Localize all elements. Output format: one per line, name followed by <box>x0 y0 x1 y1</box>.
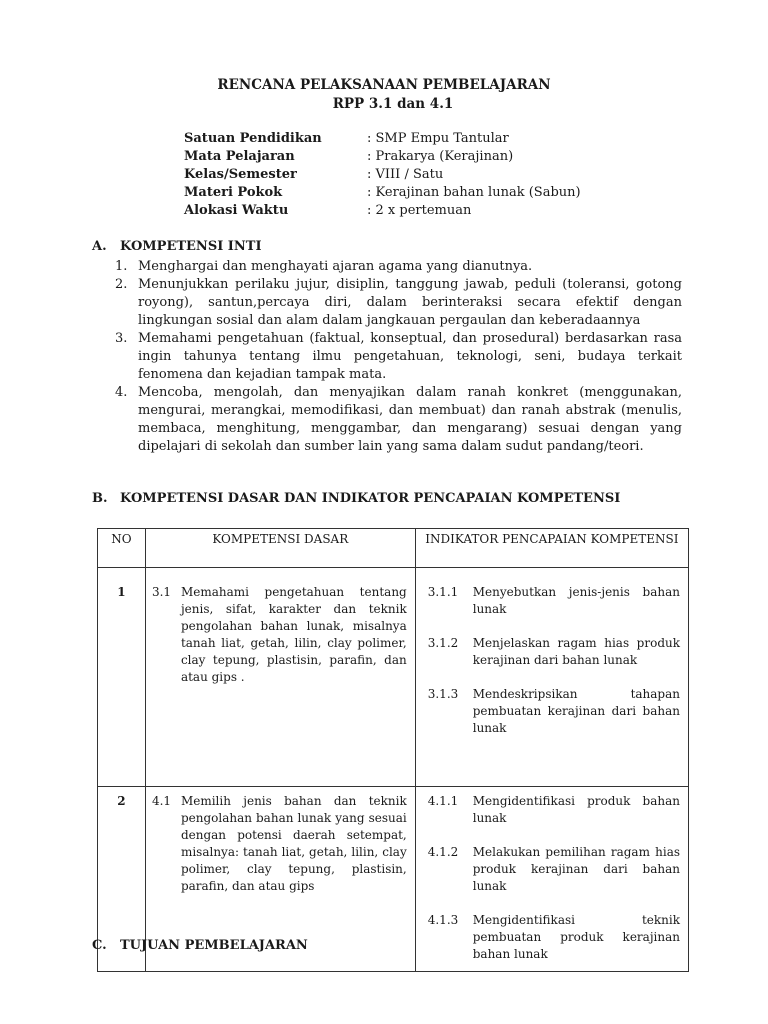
list-item <box>115 276 682 330</box>
list-number: 4. <box>115 385 128 400</box>
indicator-text: Menyebutkan jenis-jenis bahan lunak <box>472 585 680 616</box>
identity-label: Kelas/Semester <box>184 167 297 182</box>
section-letter: A. <box>92 239 107 254</box>
identity-value: : SMP Empu Tantular <box>367 131 509 146</box>
identity-value: : VIII / Satu <box>367 167 444 182</box>
identity-block <box>184 130 581 220</box>
kd-item <box>152 793 407 895</box>
section-b-heading <box>92 491 620 506</box>
section-a-heading <box>92 239 262 254</box>
kd-item <box>152 584 407 686</box>
indicator-text: Menjelaskan ragam hias produk kerajinan dari bahan lunak <box>472 636 680 667</box>
indicator-number: 4.1.2 <box>427 845 459 859</box>
table-row <box>98 568 689 787</box>
indicator-item <box>428 844 680 895</box>
list-text: Menunjukkan perilaku jujur, disiplin, tanggung jawab, peduli (toleransi, gotong royong), santun,percaya diri, dalam berinteraksi secara efektif dengan lingkungan sosial dan alam dalam jangkauan pergaulan dan keberadaannya <box>138 277 682 328</box>
list-item <box>115 384 682 456</box>
list-text: Mencoba, mengolah, dan menyajikan dalam ranah konkret (menggunakan, mengurai, merangkai, memodifikasi, dan membuat) dan ranah abstrak (menulis, membaca, menghitung, menggambar, dan mengarang) sesuai dengan yang dipelajari di sekolah dan sumber lain yang sama dalam sudut pandang/teori. <box>138 385 682 454</box>
indicator-text: Melakukan pemilihan ragam hias produk kerajinan dari bahan lunak <box>472 845 680 893</box>
section-title: TUJUAN PEMBELAJARAN <box>120 938 308 953</box>
section-letter: C. <box>92 938 107 953</box>
indicator-number: 3.1.2 <box>427 636 459 650</box>
identity-label: Alokasi Waktu <box>184 203 289 218</box>
competency-table <box>97 528 689 972</box>
kompetensi-inti-list <box>115 258 682 456</box>
column-header-ipk: INDIKATOR PENCAPAIAN KOMPETENSI <box>415 529 688 568</box>
list-text: Menghargai dan menghayati ajaran agama yang dianutnya. <box>138 259 533 274</box>
row-number: 1 <box>98 568 146 787</box>
indicator-text: Mengidentifikasi produk bahan lunak <box>472 794 680 825</box>
list-number: 3. <box>115 331 128 346</box>
indicator-number: 4.1.1 <box>427 794 459 808</box>
indicator-text: Mengidentifikasi teknik pembuatan produk kerajinan bahan lunak <box>472 913 680 961</box>
indicator-number: 4.1.3 <box>427 913 459 927</box>
indicator-item <box>428 584 680 618</box>
document-subtitle: RPP 3.1 dan 4.1 <box>332 96 454 112</box>
identity-row <box>184 148 581 166</box>
identity-label: Mata Pelajaran <box>184 149 295 164</box>
table-header-row <box>98 529 689 568</box>
list-number: 2. <box>115 277 128 292</box>
kd-number: 4.1 <box>151 794 172 808</box>
indicator-item <box>428 635 680 669</box>
indicator-item <box>428 793 680 827</box>
ipk-cell <box>415 568 688 787</box>
list-text: Memahami pengetahuan (faktual, konseptual, dan prosedural) berdasarkan rasa ingin tahunya tentang ilmu pengetahuan, teknologi, seni, budaya terkait fenomena dan kejadian tampak mata. <box>138 331 682 382</box>
list-item <box>115 330 682 384</box>
indicator-number: 3.1.1 <box>427 585 459 599</box>
kd-number: 3.1 <box>151 585 172 599</box>
indicator-item <box>428 912 680 963</box>
identity-label: Materi Pokok <box>184 185 283 200</box>
indicator-number: 3.1.3 <box>427 687 459 701</box>
list-item <box>115 258 682 276</box>
kd-cell <box>145 568 415 787</box>
identity-row <box>184 184 581 202</box>
identity-row <box>184 166 581 184</box>
section-title: KOMPETENSI INTI <box>120 239 262 254</box>
identity-label: Satuan Pendidikan <box>184 131 322 146</box>
section-letter: B. <box>92 491 108 506</box>
kd-text: Memilih jenis bahan dan teknik pengolahan bahan lunak yang sesuai dengan potensi daerah setempat, misalnya: tanah liat, getah, lilin, clay polimer, clay tepung, plastisin, parafin, dan atau gips <box>180 794 407 893</box>
indicator-text: Mendeskripsikan tahapan pembuatan kerajinan dari bahan lunak <box>472 687 680 735</box>
ipk-cell <box>415 787 688 972</box>
identity-value: : Kerajinan bahan lunak (Sabun) <box>367 185 581 200</box>
section-title: KOMPETENSI DASAR DAN INDIKATOR PENCAPAIAN KOMPETENSI <box>120 491 621 506</box>
list-number: 1. <box>115 259 128 274</box>
identity-row <box>184 202 581 220</box>
document-title: RENCANA PELAKSANAAN PEMBELAJARAN <box>217 77 551 93</box>
column-header-kd: KOMPETENSI DASAR <box>145 529 415 568</box>
identity-value: : Prakarya (Kerajinan) <box>367 149 514 164</box>
identity-value: : 2 x pertemuan <box>367 203 472 218</box>
column-header-no: NO <box>98 529 146 568</box>
section-c-heading <box>92 938 308 953</box>
kd-text: Memahami pengetahuan tentang jenis, sifat, karakter dan teknik pengolahan bahan lunak, misalnya tanah liat, getah, lilin, clay polimer, clay tepung, plastisin, parafin, dan atau gips . <box>180 585 407 684</box>
row-number: 2 <box>98 787 146 972</box>
identity-row <box>184 130 581 148</box>
indicator-item <box>428 686 680 737</box>
